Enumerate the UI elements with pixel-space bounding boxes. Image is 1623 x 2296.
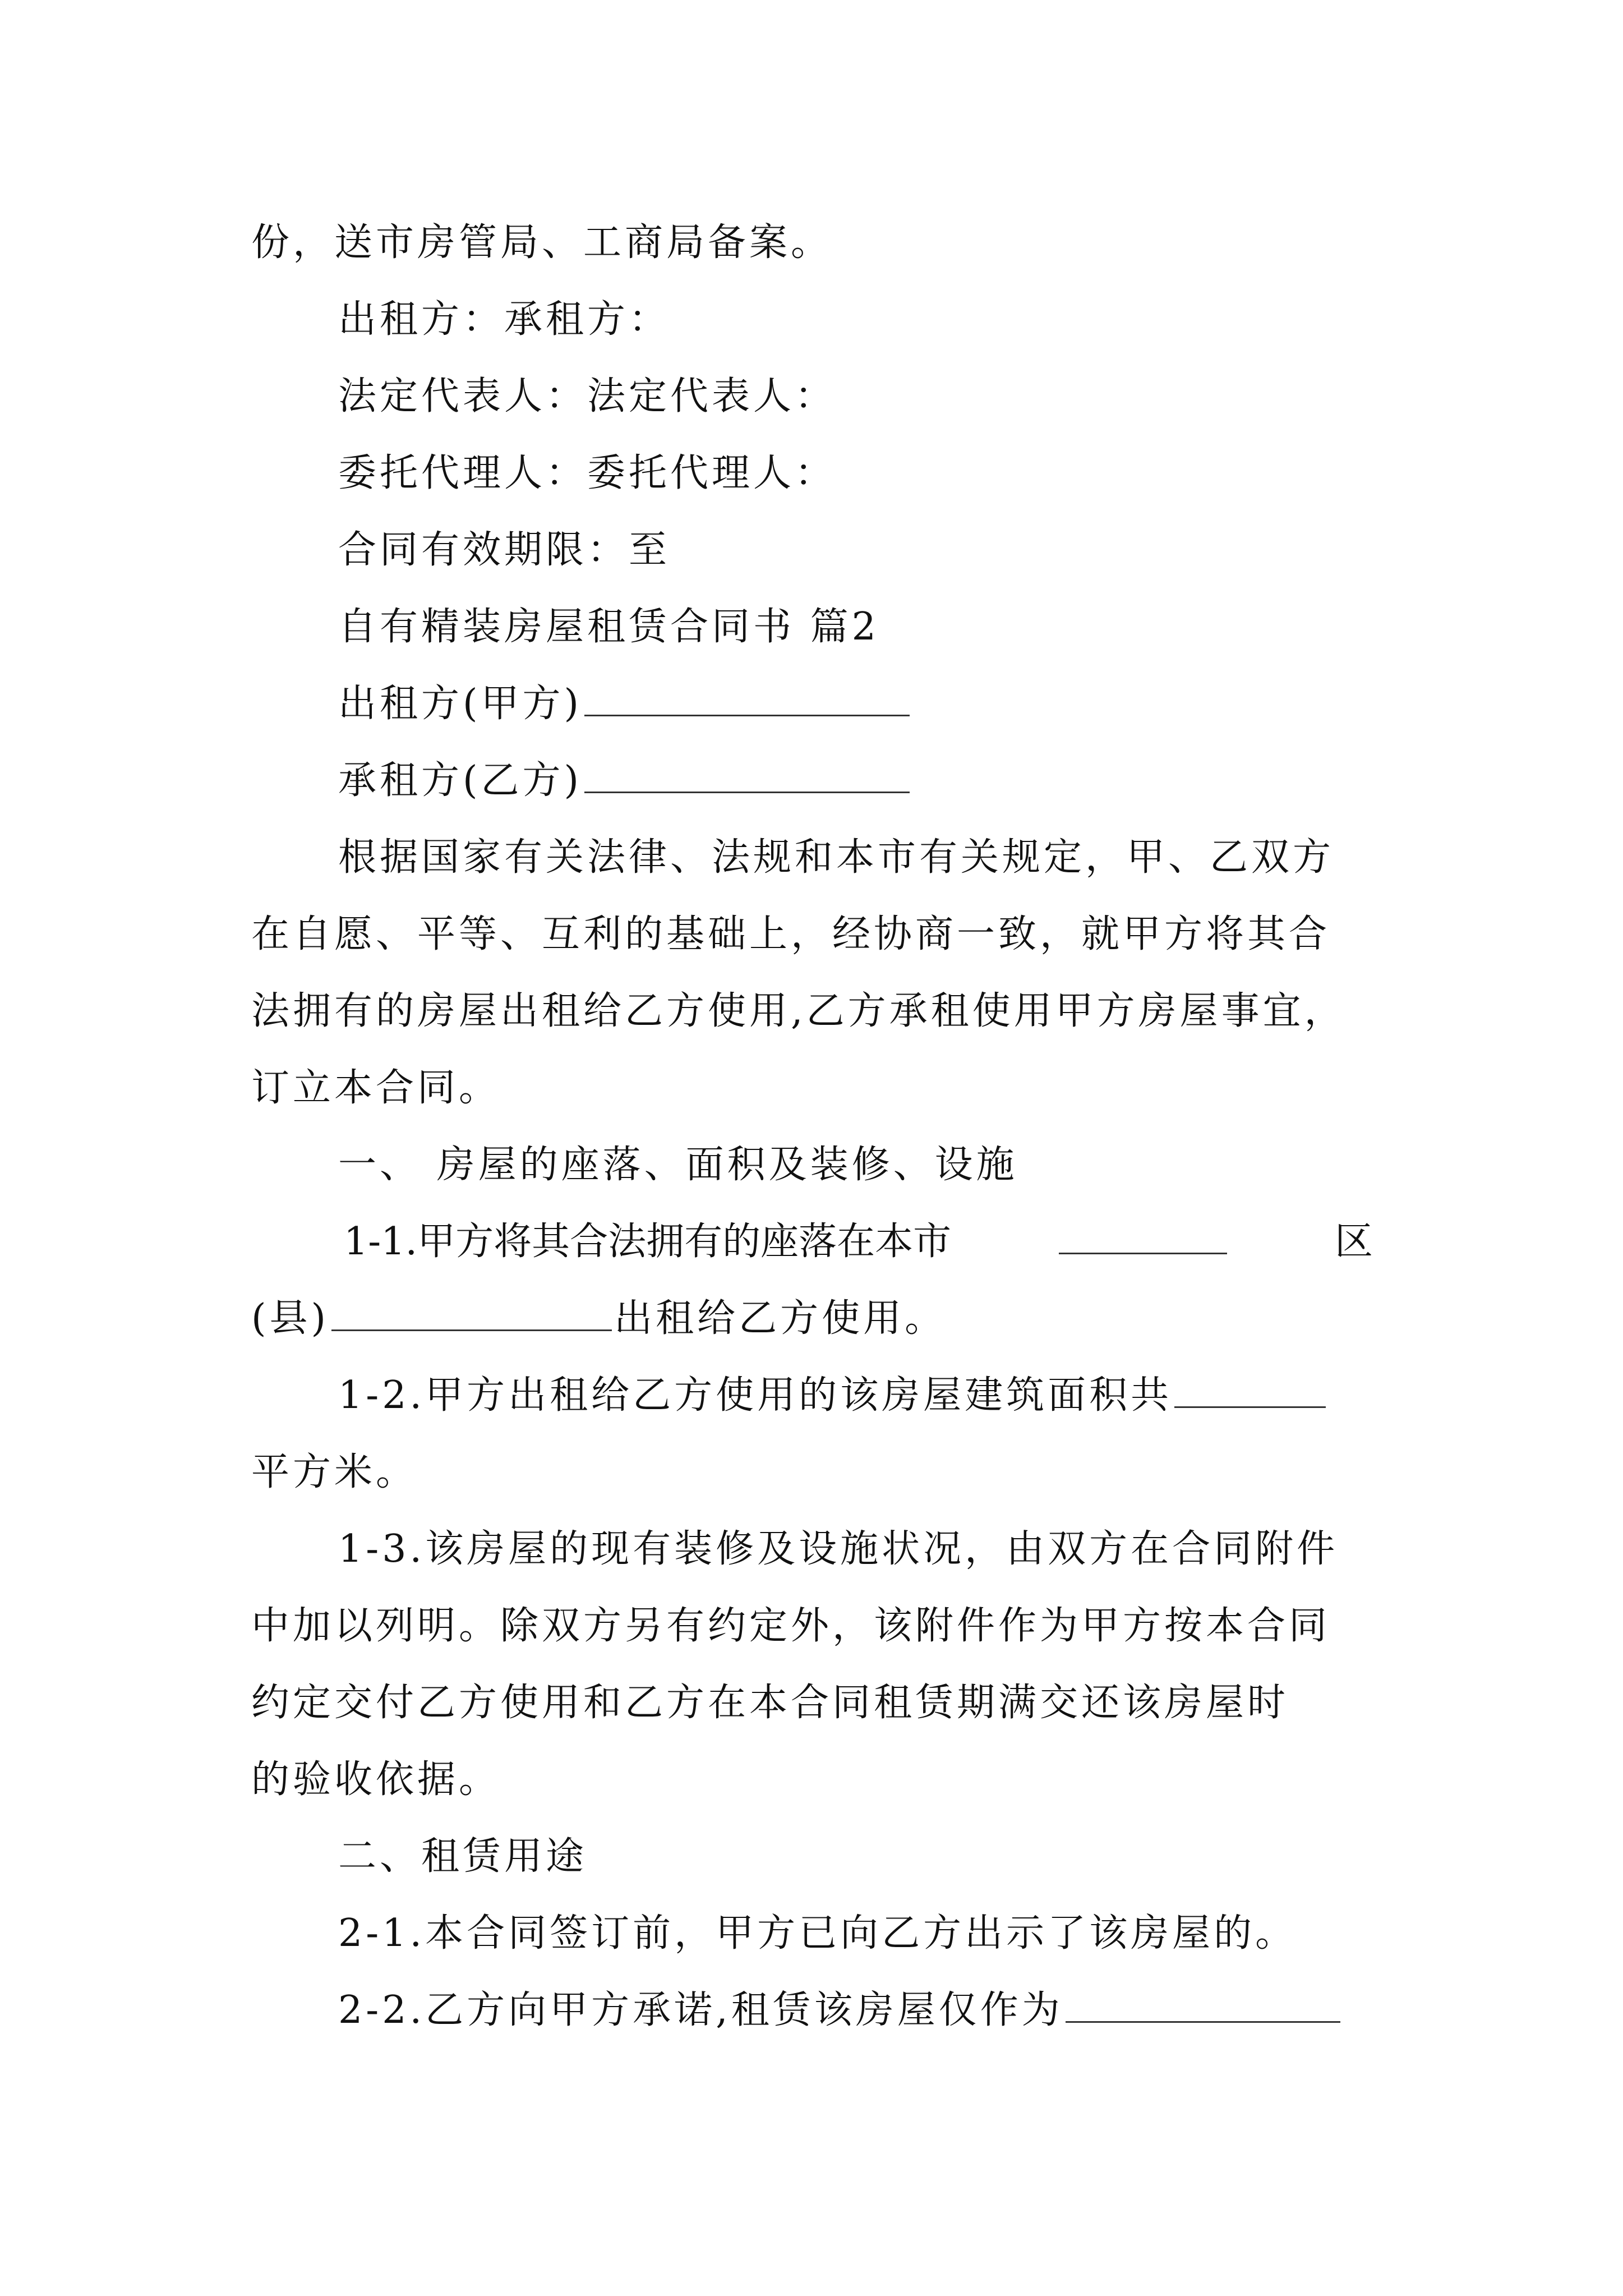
text-line: 的验收依据。 [251,1757,501,1802]
text-line: 中加以列明。除双方另有约定外，该附件作为甲方按本合同 [251,1604,1331,1648]
text-line-with-blank [338,756,912,806]
text-line: 份，送市房管局、工商局备案。 [251,220,833,265]
text-line-with-blank [338,1985,1343,2036]
text-line-with-blank [338,679,912,729]
text-line: 法定代表人：法定代表人： [338,374,837,418]
text-line: 平方米。 [251,1450,418,1494]
clause-text: 1-1.甲方将其合法拥有的座落在本市 [344,1220,952,1264]
clause-text: 2-2.乙方向甲方承诺,租赁该房屋仅作为 [338,1988,1063,2032]
fill-in-blank [584,679,910,716]
lessor-label: 出租方(甲方) [338,682,583,726]
text-line-with-blank [338,1370,1328,1421]
clause-text: 区 [1334,1220,1373,1264]
text-line-with-blank [251,1217,1373,1267]
clause-text: 出租给乙方使用。 [614,1296,947,1341]
heading: 二、租赁用途 [338,1834,588,1879]
section-title: 自有精装房屋租赁合同书 篇2 [338,605,879,649]
text-line-with-blank [251,1294,946,1344]
fill-in-blank [331,1294,612,1331]
fill-in-blank [1059,1217,1227,1254]
heading: 一、 房屋的座落、面积及装修、设施 [338,1143,1018,1187]
fill-in-blank [1174,1370,1326,1408]
text-line: 约定交付乙方使用和乙方在本合同租赁期满交还该房屋时 [251,1681,1289,1725]
text-line: 委托代理人：委托代理人： [338,451,837,495]
text-line: 合同有效期限：至 [338,528,671,572]
text-line: 在自愿、平等、互利的基础上，经协商一致，就甲方将其合 [251,912,1331,956]
fill-in-blank [1066,1985,1340,2023]
text-line: 订立本合同。 [251,1066,501,1110]
lessee-label: 承租方(乙方) [338,758,583,803]
fill-in-blank [584,756,910,793]
clause-text: 1-2.甲方出租给乙方使用的该房屋建筑面积共 [338,1373,1173,1418]
text-line: 出租方：承租方： [338,297,671,342]
clause-text: (县) [251,1296,330,1341]
text-line: 根据国家有关法律、法规和本市有关规定，甲、乙双方 [338,835,1335,880]
text-line: 法拥有的房屋出租给乙方使用,乙方承租使用甲方房屋事宜， [251,989,1346,1033]
text-line: 2-1.本合同签订前，甲方已向乙方出示了该房屋的。 [338,1911,1297,1955]
text-line: 1-3.该房屋的现有装修及设施状况，由双方在合同附件 [338,1527,1339,1571]
